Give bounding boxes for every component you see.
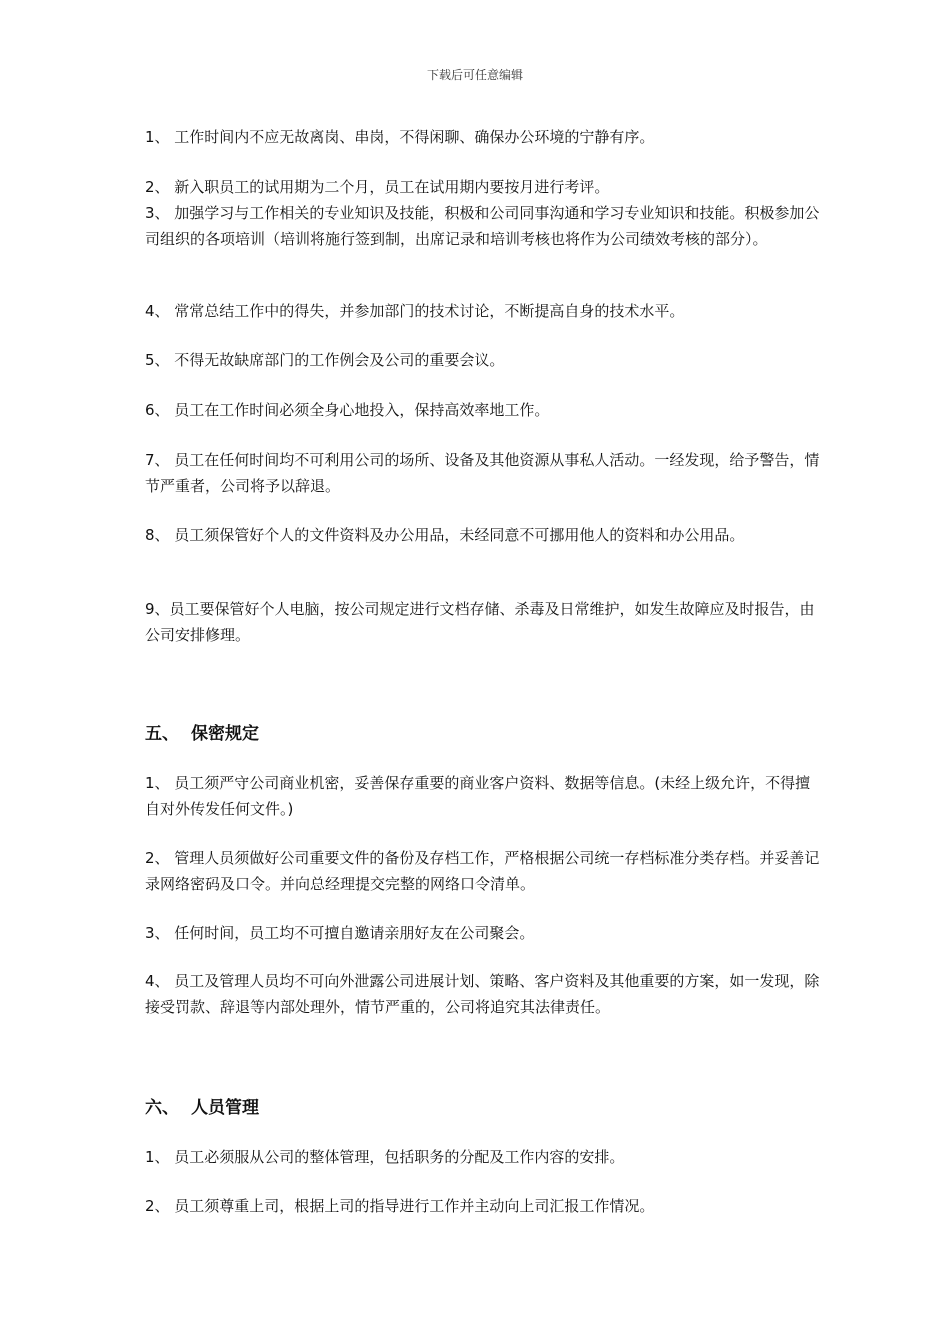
section-heading-confidentiality bbox=[145, 721, 259, 747]
section-title: 保密规定 bbox=[191, 724, 259, 744]
rule-item-3: 3、 加强学习与工作相关的专业知识及技能，积极和公司同事沟通和学习专业知识和技能。积极参加公司组织的各项培训（培训将施行签到制，出席记录和培训考核也将作为公司绩效考核的部分）。 bbox=[145, 204, 820, 248]
rule-item-5: 5、 不得无故缺席部门的工作例会及公司的重要会议。 bbox=[145, 351, 505, 369]
rule-item-6: 6、 员工在工作时间必须全身心地投入，保持高效率地工作。 bbox=[145, 401, 550, 419]
confidentiality-item-1: 1、 员工须严守公司商业机密，妥善保存重要的商业客户资料、数据等信息。(未经上级允许，不得擅自对外传发任何文件。) bbox=[145, 774, 811, 818]
section-heading-personnel bbox=[145, 1095, 259, 1121]
rule-item-1: 1、 工作时间内不应无故离岗、串岗，不得闲聊、确保办公环境的宁静有序。 bbox=[145, 128, 655, 146]
rule-item-2: 2、 新入职员工的试用期为二个月，员工在试用期内要按月进行考评。 bbox=[145, 178, 610, 196]
page-header-note: 下载后可任意编辑 bbox=[426, 68, 523, 82]
confidentiality-item-4: 4、 员工及管理人员均不可向外泄露公司进展计划、策略、客户资料及其他重要的方案，如一发现，除接受罚款、辞退等内部处理外，情节严重的，公司将追究其法律责任。 bbox=[145, 972, 820, 1016]
confidentiality-item-2: 2、 管理人员须做好公司重要文件的备份及存档工作，严格根据公司统一存档标准分类存档。并妥善记录网络密码及口令。并向总经理提交完整的网络口令清单。 bbox=[145, 849, 820, 893]
personnel-item-1: 1、 员工必须服从公司的整体管理，包括职务的分配及工作内容的安排。 bbox=[145, 1148, 625, 1166]
section-number: 五、 bbox=[145, 724, 179, 744]
personnel-item-2: 2、 员工须尊重上司，根据上司的指导进行工作并主动向上司汇报工作情况。 bbox=[145, 1197, 655, 1215]
confidentiality-item-3: 3、 任何时间，员工均不可擅自邀请亲朋好友在公司聚会。 bbox=[145, 924, 535, 942]
section-title: 人员管理 bbox=[191, 1098, 259, 1118]
rule-item-4: 4、 常常总结工作中的得失，并参加部门的技术讨论，不断提高自身的技术水平。 bbox=[145, 302, 685, 320]
rule-item-8: 8、 员工须保管好个人的文件资料及办公用品，未经同意不可挪用他人的资料和办公用品。 bbox=[145, 526, 745, 544]
section-number: 六、 bbox=[145, 1098, 179, 1118]
rule-item-9: 9、员工要保管好个人电脑，按公司规定进行文档存储、杀毒及日常维护，如发生故障应及时报告，由公司安排修理。 bbox=[145, 600, 815, 644]
rule-item-7: 7、 员工在任何时间均不可利用公司的场所、设备及其他资源从事私人活动。一经发现，给予警告，情节严重者，公司将予以辞退。 bbox=[145, 451, 820, 495]
